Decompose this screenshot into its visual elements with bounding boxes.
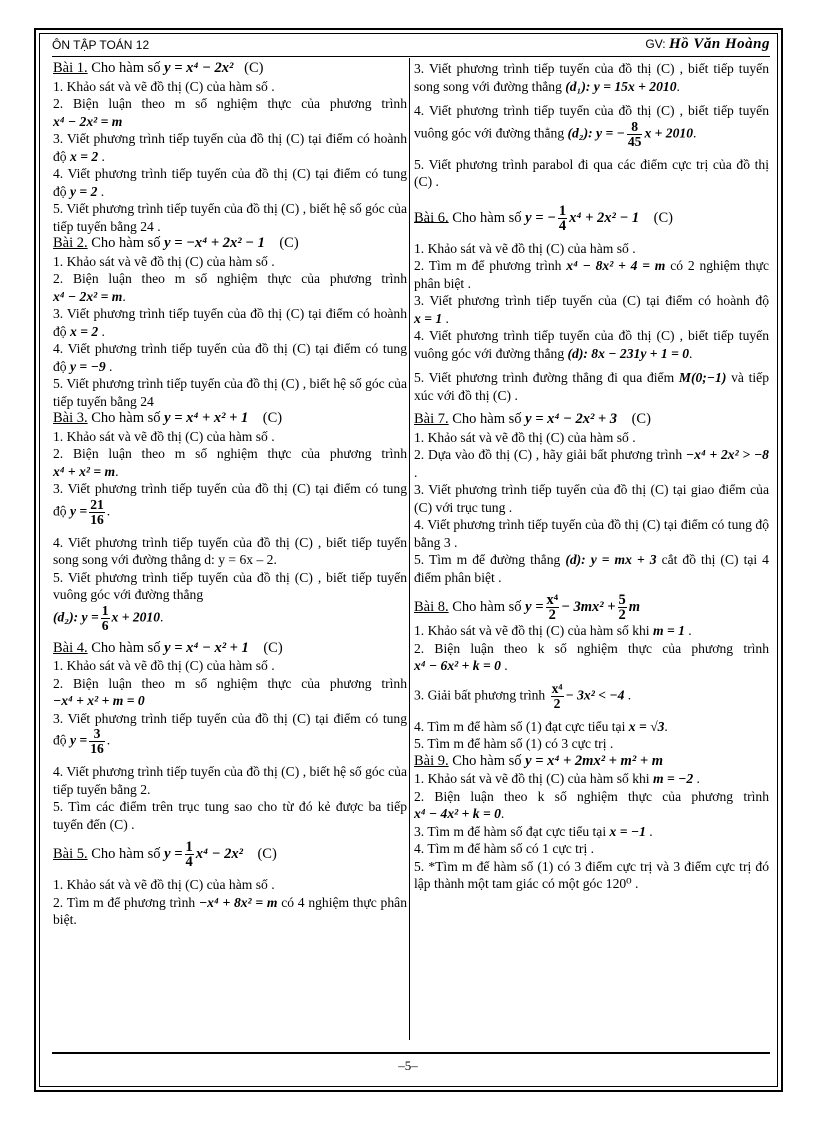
header-gv-label: GV: bbox=[645, 37, 666, 51]
item: 3. Giải bất phương trình $\frac{\text{x⁴}}{2}$ − 3x² < −4 . bbox=[414, 680, 632, 711]
exercise-5 bbox=[53, 840, 407, 929]
exercise-5-continued bbox=[414, 60, 769, 191]
item: 3. Viết phương trình tiếp tuyến của đồ thị (C) tại điểm có tung độ y = $\frac{3}{16}$ . bbox=[53, 710, 407, 756]
item: 4. Viết phương trình tiếp tuyến của đồ thị (C) , biết tiếp tuyến vuông góc với đường thẳng (d): 8x − 231y + 1 = 0. bbox=[414, 328, 769, 361]
exercise-4 bbox=[53, 640, 407, 834]
item: 2. Dựa vào đồ thị (C) , hãy giải bất phương trình −x⁴ + 2x² > −8 . bbox=[414, 447, 769, 480]
item: 1. Khảo sát và vẽ đồ thị (C) của hàm số . bbox=[414, 240, 636, 256]
item: 3. Viết phương trình tiếp tuyến của đồ thị (C) tại điểm có hoành độ x = 2 . bbox=[53, 131, 407, 164]
exercise-title: Bài 1. Cho hàm số y = x⁴ − 2x² (C) bbox=[53, 60, 264, 76]
exercise-title: Bài 8. Cho hàm số y = $\frac{\text{x⁴}}{2}$ − 3mx² + $\frac{5}{2}$ m bbox=[414, 592, 641, 623]
item: 4. Viết phương trình tiếp tuyến của đồ thị (C) , biết tiếp tuyến song song với đường thẳng d: y = 6x – 2. bbox=[53, 534, 407, 567]
item: 2. Tìm m để phương trình −x⁴ + 8x² = m có 4 nghiệm thực phân biệt. bbox=[53, 894, 407, 927]
exercise-2 bbox=[53, 235, 407, 410]
exercise-title: Bài 3. Cho hàm số y = x⁴ + x² + 1 (C) bbox=[53, 410, 283, 426]
item: 1. Khảo sát và vẽ đồ thị (C) của hàm số . bbox=[414, 429, 636, 445]
exercise-title: Bài 6. Cho hàm số y = − $\frac{1}{4}$ x⁴ + 2x² − 1 (C) bbox=[414, 202, 673, 234]
item: 5. *Tìm m để hàm số (1) có 3 điểm cực trị và 3 điểm cực trị đó lập thành một tam giác có một góc 120⁰ . bbox=[414, 858, 769, 891]
footer-rule bbox=[52, 1052, 770, 1054]
item: 3. Viết phương trình tiếp tuyến của (C) tại điểm có hoành độ x = 1 . bbox=[414, 293, 769, 326]
item: 4. Viết phương trình tiếp tuyến của đồ thị (C) tại điểm có tung độ y = 2 . bbox=[53, 166, 407, 199]
item: 1. Khảo sát và vẽ đồ thị (C) của hàm số khi m = 1 . bbox=[414, 623, 692, 638]
item: 5. Viết phương trình tiếp tuyến của đồ thị (C) , biết hệ số góc của tiếp tuyến bằng 24 . bbox=[53, 201, 407, 234]
item: 5. Tìm m để đường thẳng (d): y = mx + 3 cắt đồ thị (C) tại 4 điểm phân biệt . bbox=[414, 552, 769, 585]
header-title: ÔN TẬP TOÁN 12 bbox=[52, 38, 150, 52]
item: 3. Tìm m để hàm số đạt cực tiểu tại x = −1 . bbox=[414, 823, 653, 839]
exercise-1 bbox=[53, 60, 407, 235]
item: 5. Tìm các điểm trên trục tung sao cho từ đó kẻ được ba tiếp tuyến đến (C) . bbox=[53, 799, 407, 832]
page-header bbox=[52, 36, 770, 57]
exercise-7 bbox=[414, 411, 769, 586]
item: 1. Khảo sát và vẽ đồ thị (C) của hàm số . bbox=[53, 253, 275, 269]
item: 4. Viết phương trình tiếp tuyến của đồ thị (C) , biết hệ số góc của tiếp tuyến bằng 2. bbox=[53, 764, 407, 797]
item: 1. Khảo sát và vẽ đồ thị (C) của hàm số . bbox=[53, 877, 275, 892]
exercise-title: Bài 2. Cho hàm số y = −x⁴ + 2x² − 1 (C) bbox=[53, 235, 299, 251]
item: 1. Khảo sát và vẽ đồ thị (C) của hàm số . bbox=[53, 658, 275, 673]
item: 4. Viết phương trình tiếp tuyến của đồ thị (C) tại điểm có tung độ bằng 3 . bbox=[414, 517, 769, 550]
exercise-9 bbox=[414, 753, 769, 893]
left-column bbox=[53, 60, 407, 929]
item: 3. Viết phương trình tiếp tuyến của đồ thị (C) , biết tiếp tuyến song song với đường thẳng (d₁): y = 15x + 2010. bbox=[414, 61, 769, 94]
exercise-title: Bài 9. Cho hàm số y = x⁴ + 2mx² + m² + m bbox=[414, 752, 663, 769]
item: 1. Khảo sát và vẽ đồ thị (C) của hàm số . bbox=[53, 78, 275, 94]
exercise-3 bbox=[53, 410, 407, 633]
header-teacher bbox=[645, 36, 770, 53]
column-divider bbox=[409, 58, 410, 1040]
item: 2. Biện luận theo k số nghiệm thực của phương trình x⁴ − 6x² + k = 0 . bbox=[414, 640, 769, 673]
item: 5. Viết phương trình tiếp tuyến của đồ thị (C) , biết hệ số góc của tiếp tuyến bằng 24 bbox=[53, 376, 407, 409]
item: 5. Tìm m để hàm số (1) có 3 cực trị . bbox=[414, 736, 614, 751]
item: 2. Biện luận theo m số nghiệm thực của phương trình −x⁴ + x² + m = 0 bbox=[53, 675, 407, 708]
item: 3. Viết phương trình tiếp tuyến của đồ thị (C) tại điểm có tung độ y = $\frac{21}{16}$ . bbox=[53, 481, 407, 527]
exercise-6 bbox=[414, 204, 769, 405]
item: 4. Viết phương trình tiếp tuyến của đồ thị (C) tại điểm có tung độ y = −9 . bbox=[53, 341, 407, 374]
exercise-title: Bài 4. Cho hàm số y = x⁴ − x² + 1 (C) bbox=[53, 639, 283, 656]
item: 4. Tìm m để hàm số (1) đạt cực tiểu tại x = √3. bbox=[414, 718, 668, 734]
item: 2. Biện luận theo m số nghiệm thực của phương trình x⁴ + x² = m. bbox=[53, 446, 407, 479]
item: 5. Viết phương trình đường thẳng đi qua điểm M(0;−1) và tiếp xúc với đồ thị (C) . bbox=[414, 370, 769, 403]
item: 1. Khảo sát và vẽ đồ thị (C) của hàm số khi m = −2 . bbox=[414, 771, 700, 786]
exercise-title: Bài 7. Cho hàm số y = x⁴ − 2x² + 3 (C) bbox=[414, 411, 651, 427]
item: 4. Tìm m để hàm số có 1 cực trị . bbox=[414, 841, 595, 856]
item: 2. Biện luận theo k số nghiệm thực của phương trình x⁴ − 4x² + k = 0. bbox=[414, 788, 769, 821]
exercise-title: Bài 5. Cho hàm số y = $\frac{1}{4}$ x⁴ − 2x² (C) bbox=[53, 839, 277, 870]
item: 2. Tìm m để phương trình x⁴ − 8x² + 4 = m có 2 nghiệm thực phân biệt . bbox=[414, 258, 769, 291]
item: 4. Viết phương trình tiếp tuyến của đồ thị (C) , biết tiếp tuyến vuông góc với đường thẳng (d₂): y = − $\frac{8}{45}$ x + 2010. bbox=[414, 103, 769, 149]
item: 3. Viết phương trình tiếp tuyến của đồ thị (C) tại giao điểm của (C) với trục tung . bbox=[414, 482, 769, 515]
item: (d₂): y = $\frac{1}{6}$ x + 2010. bbox=[53, 602, 164, 633]
item: 5. Viết phương trình tiếp tuyến của đồ thị (C) , biết tiếp tuyến vuông góc với đường thẳng bbox=[53, 569, 407, 602]
item: 3. Viết phương trình tiếp tuyến của đồ thị (C) tại điểm có hoành độ x = 2 . bbox=[53, 306, 407, 339]
exercise-8 bbox=[414, 593, 769, 753]
item: 1. Khảo sát và vẽ đồ thị (C) của hàm số . bbox=[53, 428, 275, 444]
teacher-signature: Hồ Văn Hoàng bbox=[668, 36, 770, 52]
item: 5. Viết phương trình parabol đi qua các điểm cực trị của đồ thị (C) . bbox=[414, 156, 769, 189]
right-column bbox=[414, 60, 769, 893]
page-number: –5– bbox=[398, 1058, 418, 1073]
item: 2. Biện luận theo m số nghiệm thực của phương trình x⁴ − 2x² = m bbox=[53, 96, 407, 129]
item: 2. Biện luận theo m số nghiệm thực của phương trình x⁴ − 2x² = m. bbox=[53, 271, 407, 304]
